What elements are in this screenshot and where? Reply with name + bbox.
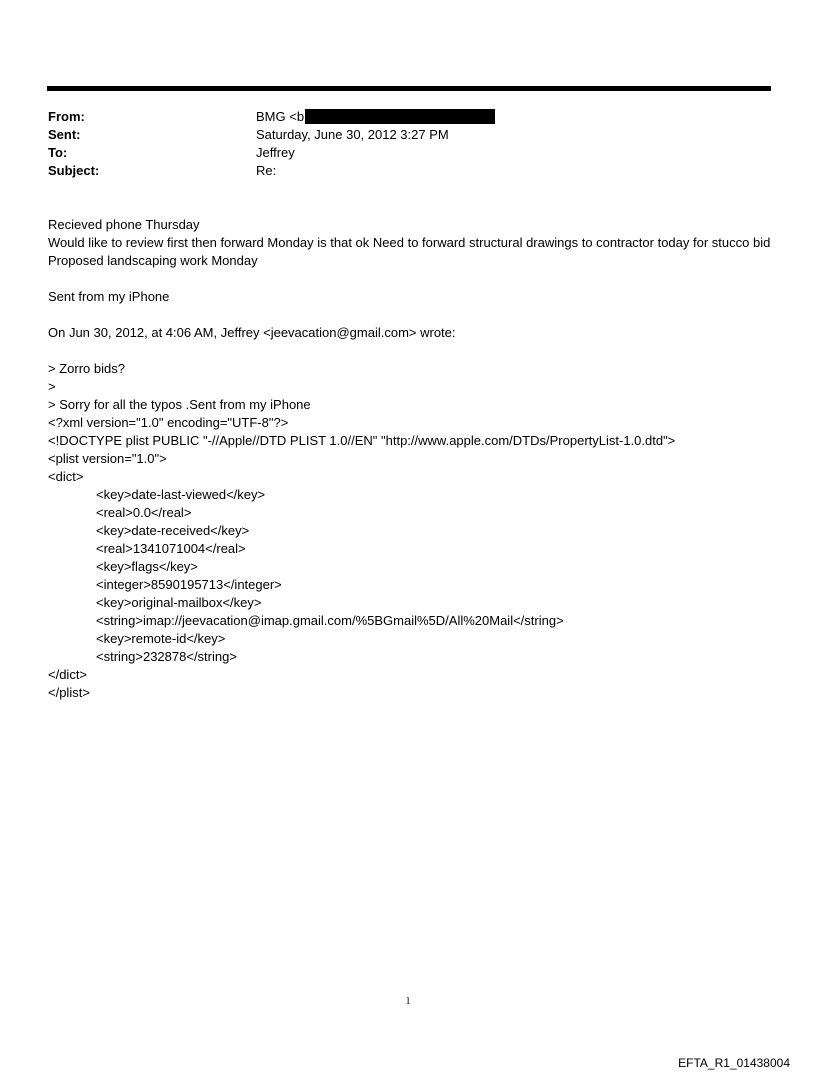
- from-row: [48, 108, 495, 126]
- header-rule: [47, 86, 771, 91]
- xml-line: <key>original-mailbox</key>: [96, 595, 262, 610]
- signature-line: Sent from my iPhone: [48, 289, 170, 304]
- subject-label: Subject:: [48, 163, 100, 178]
- from-value: [256, 108, 495, 126]
- redaction-block: [305, 109, 495, 124]
- xml-line: <real>1341071004</real>: [96, 541, 246, 556]
- to-label: To:: [48, 145, 68, 160]
- subject-row: [48, 162, 495, 180]
- xml-line: <real>0.0</real>: [96, 505, 192, 520]
- sent-label: Sent:: [48, 127, 81, 142]
- xml-line: <string>imap://jeevacation@imap.gmail.com/%5BGmail%5D/All%20Mail</string>: [96, 613, 564, 628]
- email-body: [48, 216, 772, 702]
- sent-row: [48, 126, 495, 144]
- sent-value: Saturday, June 30, 2012 3:27 PM: [256, 127, 449, 142]
- quote-attribution: On Jun 30, 2012, at 4:06 AM, Jeffrey <jeevacation@gmail.com> wrote:: [48, 325, 456, 340]
- xml-line: <integer>8590195713</integer>: [96, 577, 282, 592]
- xml-line: <?xml version="1.0" encoding="UTF-8"?>: [48, 415, 289, 430]
- xml-line: <string>232878</string>: [96, 649, 237, 664]
- from-text: BMG <b: [256, 109, 305, 124]
- xml-line: <key>date-received</key>: [96, 523, 250, 538]
- xml-line: <key>date-last-viewed</key>: [96, 487, 266, 502]
- to-value: Jeffrey: [256, 145, 295, 160]
- from-label: From:: [48, 109, 85, 124]
- body-paragraph: Would like to review first then forward Monday is that ok Need to forward structural drawings to contractor today for stucco bid Proposed landscaping work Monday: [48, 235, 771, 268]
- xml-line: <key>remote-id</key>: [96, 631, 226, 646]
- xml-line: <dict>: [48, 469, 84, 484]
- page-number: 1: [405, 996, 411, 1007]
- xml-line: </dict>: [48, 667, 88, 682]
- subject-value: Re:: [256, 163, 277, 178]
- body-line: Recieved phone Thursday: [48, 217, 200, 232]
- xml-line: <plist version="1.0">: [48, 451, 167, 466]
- xml-line: <!DOCTYPE plist PUBLIC "-//Apple//DTD PLIST 1.0//EN" "http://www.apple.com/DTDs/PropertyList-1.0.dtd">: [48, 433, 676, 448]
- quoted-line: >: [48, 379, 56, 394]
- quoted-line: > Zorro bids?: [48, 361, 125, 376]
- bates-number: EFTA_R1_01438004: [678, 1056, 790, 1070]
- quoted-line: > Sorry for all the typos .Sent from my iPhone: [48, 397, 311, 412]
- email-header: [48, 108, 495, 180]
- to-row: [48, 144, 495, 162]
- xml-line: <key>flags</key>: [96, 559, 198, 574]
- xml-line: </plist>: [48, 685, 90, 700]
